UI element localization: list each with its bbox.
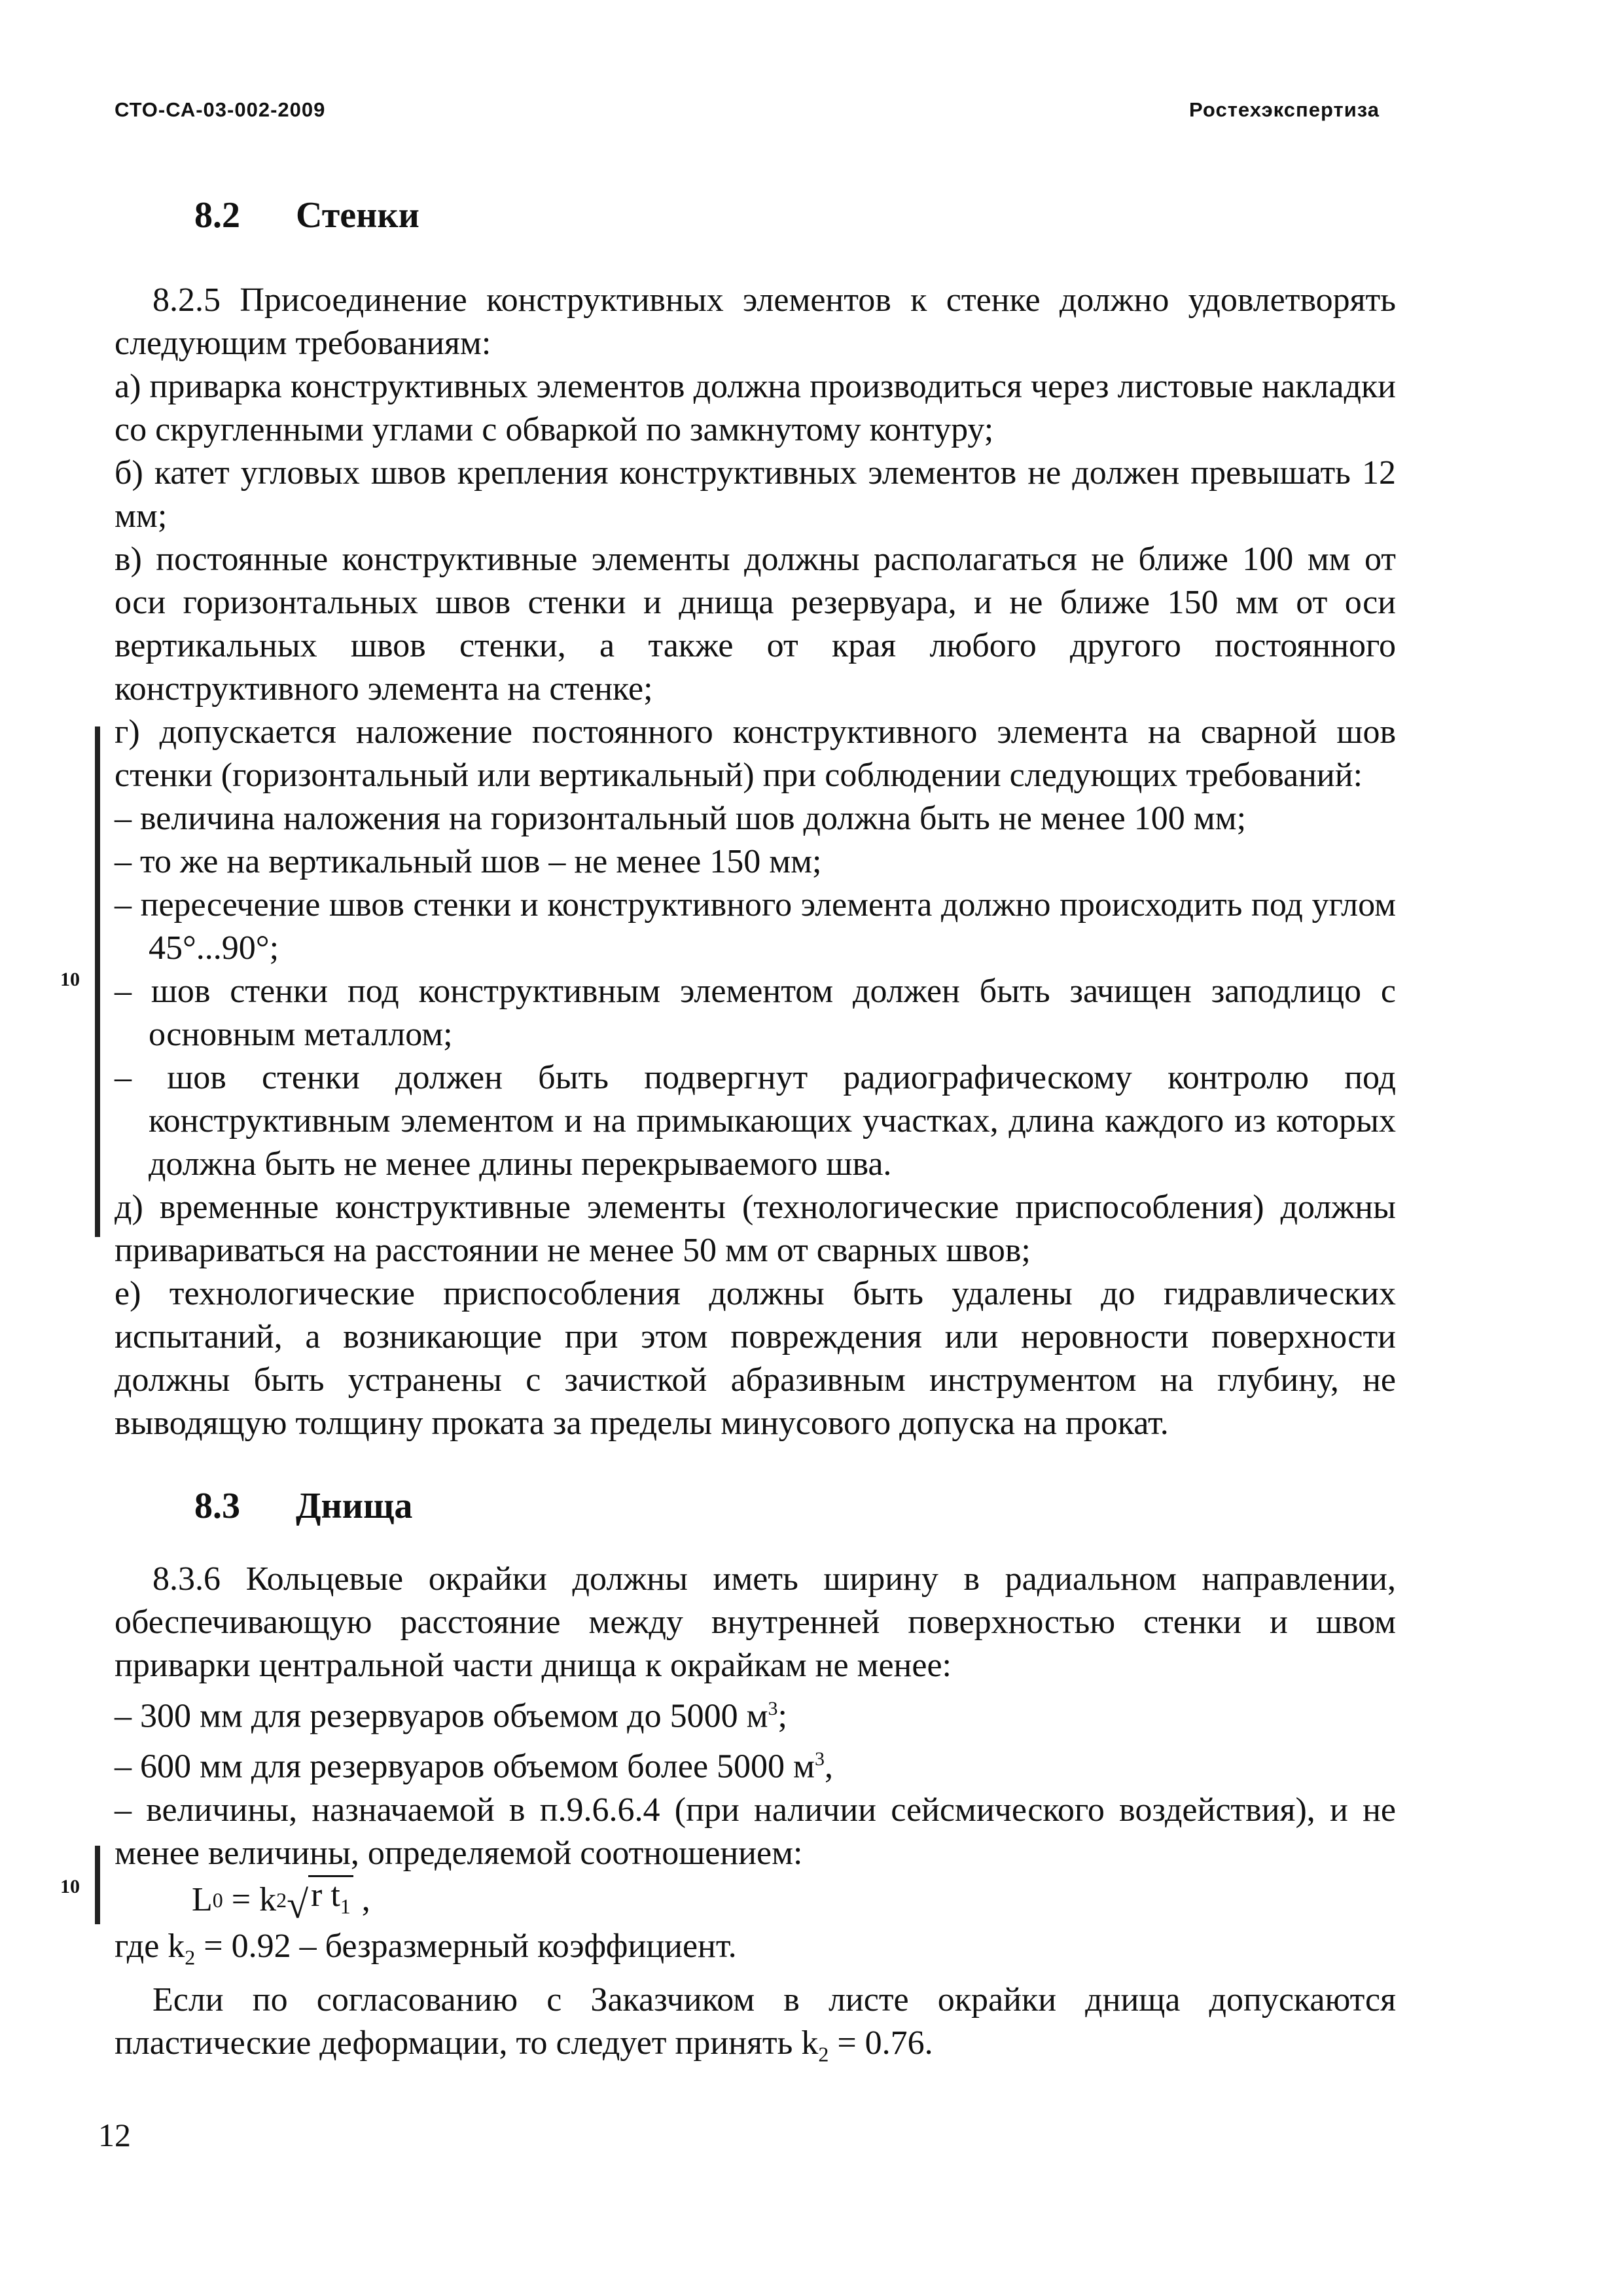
list-item-a: а) приварка конструктивных элементов должна производиться через листовые накладки со скругленными углами с обваркой по замкнутому контуру; [115, 368, 1396, 448]
section-title: Стенки [296, 195, 419, 236]
change-number-2: 10 [60, 1876, 80, 1897]
paragraph-8-2-5: 8.2.5 Присоединение конструктивных элементов к стенке должно удовлетворять следующим требованиям: [115, 281, 1396, 362]
dash-item: – пересечение швов стенки и конструктивного элемента должно происходить под углом 45°...90°; [115, 886, 1396, 967]
dash-item: – то же на вертикальный шов – не менее 150 мм; [115, 843, 822, 880]
page-body [115, 190, 1396, 2075]
list-item-v: в) постоянные конструктивные элементы должны располагаться не ближе 100 мм от оси горизонтальных швов стенки и днища резервуара, и не ближе 150 мм от оси вертикальных швов стенки, а также от края любого другого постоянного конструктивного элемента на стенке; [115, 541, 1396, 708]
section-number: 8.2 [194, 195, 240, 236]
dash-item-value: – величины, назначаемой в п.9.6.6.4 (при наличии сейсмического воздействия), и не менее величины, определяемой соотношением: [115, 1791, 1396, 1872]
change-bar-2 [95, 1846, 100, 1924]
organization-name: Ростехэкспертиза [1189, 98, 1380, 121]
section-heading-8-3 [194, 1480, 1396, 1532]
list-item-g: г) допускается наложение постоянного конструктивного элемента на сварной шов стенки (горизонтальный или вертикальный) при соблюдении следующих требований: [115, 713, 1396, 794]
section-heading-8-2 [194, 190, 1396, 241]
document-code: СТО-СА-03-002-2009 [115, 98, 326, 121]
list-item-d: д) временные конструктивные элементы (технологические приспособления) должны привариваться на расстоянии не менее 50 мм от сварных швов; [115, 1189, 1396, 1269]
formula: L 0 = k 2 √ r $t_1$ , [192, 1876, 370, 1927]
coefficient-note: где $k_2 = 0.92$ – безразмерный коэффициент. [115, 1927, 737, 1969]
list-item-b: б) катет угловых швов крепления конструктивных элементов не должен превышать 12 мм; [115, 454, 1396, 535]
change-bar-1 [95, 726, 100, 1237]
change-number-1: 10 [60, 969, 80, 990]
list-item-e: е) технологические приспособления должны быть удалены до гидравлических испытаний, а возникающие при этом повреждения или неровности поверхности должны быть устранены с зачисткой абразивным инструментом на глубину, не выводящую толщину проката за пределы минусового допуска на прокат. [115, 1275, 1396, 1442]
dash-item: – шов стенки под конструктивным элементом должен быть зачищен заподлицо с основным металлом; [115, 973, 1396, 1053]
dash-item-600: – 600 мм для резервуаров объемом более 5000 $м^3$, [115, 1748, 833, 1785]
section-title: Днища [296, 1486, 413, 1526]
dash-item-300: – 300 мм для резервуаров объемом до 5000 $м^3$; [115, 1697, 787, 1735]
paragraph-8-3-6: 8.3.6 Кольцевые окрайки должны иметь ширину в радиальном направлении, обеспечивающую расстояние между внутренней поверхностью стенки и швом приварки центральной части днища к окрайкам не менее: [115, 1560, 1396, 1684]
dash-item: – величина наложения на горизонтальный шов должна быть не менее 100 мм; [115, 800, 1247, 837]
page-number: 12 [98, 2117, 131, 2153]
section-number: 8.3 [194, 1486, 240, 1526]
paragraph-plastic-deformation: Если по согласованию с Заказчиком в листе окрайки днища допускаются пластические деформации, то следует принять $k_2 = 0.76$. [115, 1981, 1396, 2066]
dash-item: – шов стенки должен быть подвергнут радиографическому контролю под конструктивным элементом и на примыкающих участках, длина каждого из которых должна быть не менее длины перекрываемого шва. [115, 1059, 1396, 1183]
square-root: √ r $t_1$ [287, 1875, 353, 1924]
